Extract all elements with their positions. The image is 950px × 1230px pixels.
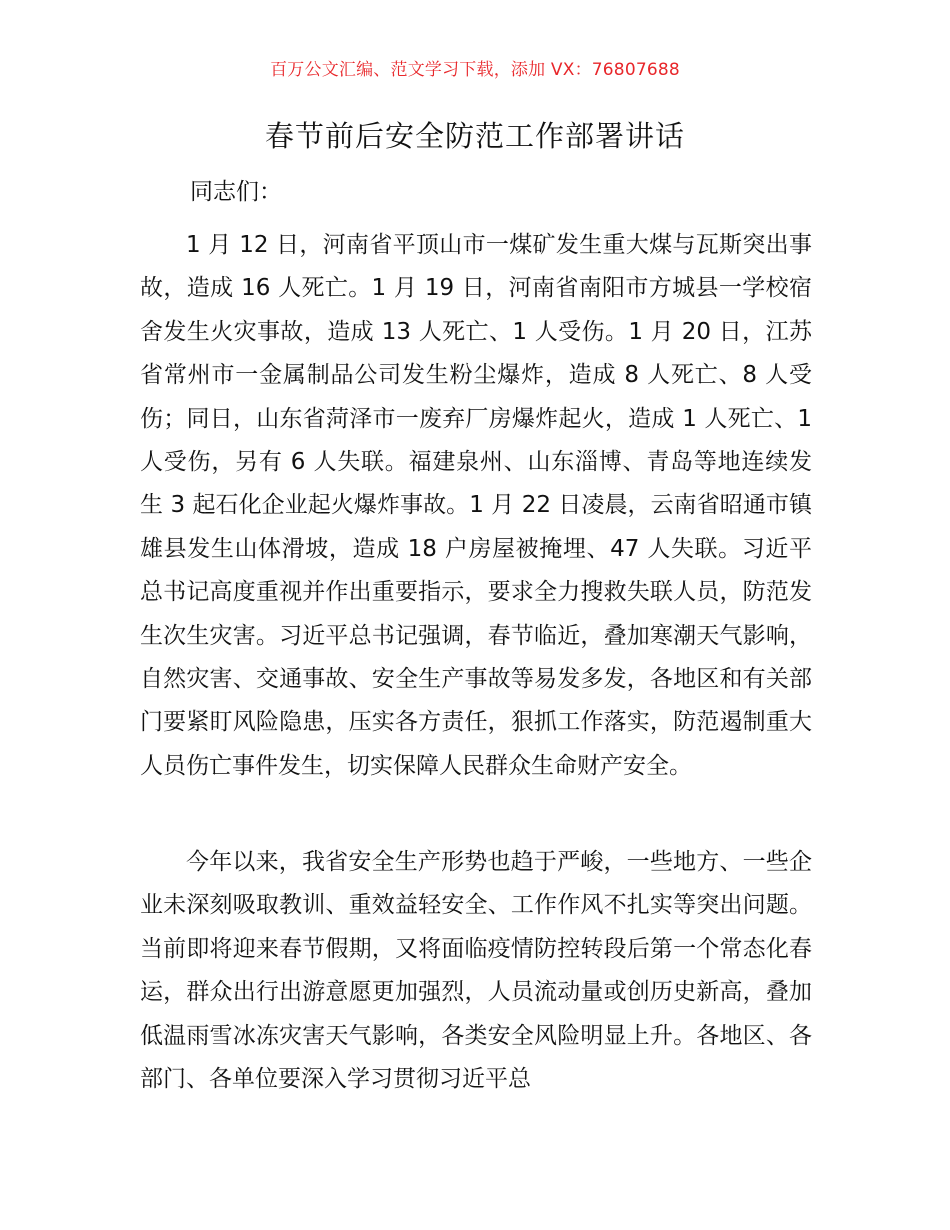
page-title: 春节前后安全防范工作部署讲话 (264, 119, 685, 153)
body-paragraph-1: 1 月 12 日，河南省平顶山市一煤矿发生重大煤与瓦斯突出事故，造成 16 人死亡。1 月 19 日，河南省南阳市方城县一学校宿舍发生火灾事故，造成 13 人死亡、1 人受伤。1 月 20 日，江苏省常州市一金属制品公司发生粉尘爆炸，造成 8 人死亡、8 人受伤；同日，山东省菏泽市一废弃厂房爆炸起火，造成 1 人死亡、1 人受伤，另有 6 人失联。福建泉州、山东淄博、青岛等地连续发生 3 起石化企业起火爆炸事故。1 月 22 日凌晨，云南省昭通市镇雄县发生山体滑坡，造成 18 户房屋被掩埋、47 人失联。习近平总书记高度重视并作出重要指示，要求全力搜救失联人员，防范发生次生灾害。习近平总书记强调，春节临近，叠加寒潮天气影响，自然灾害、交通事故、安全生产事故等易发多发，各地区和有关部门要紧盯风险隐患，压实各方责任，狠抓工作落实，防范遏制重大人员伤亡事件发生，切实保障人民群众生命财产安全。 (140, 232, 812, 779)
salutation: 同志们： (190, 179, 282, 205)
header-watermark-note: 百万公文汇编、范文学习下载，添加 VX：76807688 (270, 60, 680, 80)
body-paragraph-2: 今年以来，我省安全生产形势也趋于严峻，一些地方、一些企业未深刻吸取教训、重效益轻安全、工作作风不扎实等突出问题。当前即将迎来春节假期，又将面临疫情防控转段后第一个常态化春运，群众出行出游意愿更加强烈，人员流动量或创历史新高，叠加低温雨雪冰冻灾害天气影响，各类安全风险明显上升。各地区、各部门、各单位要深入学习贯彻习近平总 (140, 849, 812, 1093)
